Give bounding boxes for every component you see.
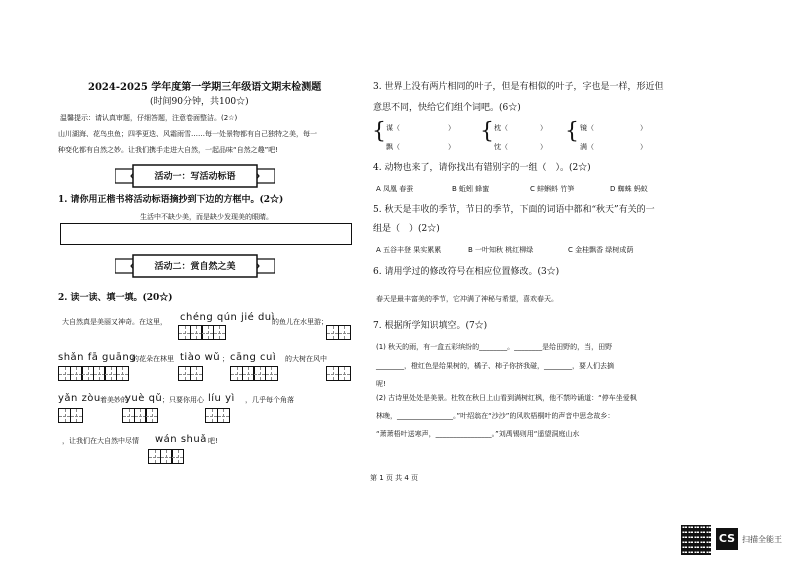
box-cangcui[interactable] (230, 366, 276, 381)
passage-line-2: 的花朵在林里 (132, 355, 174, 363)
box-shanfaguang[interactable] (58, 366, 127, 381)
brace-left-2: { (480, 119, 494, 144)
activity2-banner (115, 253, 275, 279)
activity2-banner-label: 活动二：赏自然之美 (154, 262, 236, 272)
activity1-banner-label: 活动一：写活动标语 (154, 172, 236, 182)
q5-option-c[interactable]: C 金桂飘香 绿树成荫 (568, 246, 634, 254)
paren-close: ） (640, 124, 647, 132)
activity1-banner (115, 163, 275, 189)
q7-part2-line3: “萧萧梧叶送寒声，________________。”刘禹锡则用“遥望洞庭山水 (376, 430, 580, 438)
q4-option-c[interactable]: C 蚌蝌蚪 竹笋 (530, 185, 575, 193)
box-yanzou[interactable] (58, 408, 81, 423)
question-2: 2. 读一读、填一填。(20☆) (58, 293, 173, 303)
intro-line-2: 种变化都有自然之妙。让我们携手走进大自然，一起品味“自然之趣”吧! (58, 146, 279, 154)
q4-option-a[interactable]: A 凤凰 春蚕 (376, 185, 414, 193)
watermark-text: 扫描全能王 (742, 535, 782, 544)
q6-sentence: 春天是最丰富美的季节，它冲满了神秘与希望，喜欢春天。 (376, 295, 558, 303)
box-wanshua[interactable] (148, 449, 183, 464)
char-piao: 飘（ (386, 143, 400, 151)
char-zhen: 枕（ (494, 124, 508, 132)
passage-line-2-tail: 的大树在风中 (285, 355, 327, 363)
qr-code-icon (681, 525, 711, 555)
question-7: 7. 根据所学知识填空。(7☆) (373, 321, 488, 331)
passage-line-1-tail: 的鱼儿在水里游； (272, 318, 328, 326)
q4-option-b[interactable]: B 蚯蚓 蜂蜜 (452, 185, 490, 193)
box-liuyi[interactable] (205, 408, 228, 423)
pinyin-cui: cuì (260, 352, 277, 363)
q7-part1-line2: ________，橙红色是给果树的，橘子、柿子你挤我碰，________，要人们去摘 (376, 362, 614, 370)
pinyin-tiaowu: tiào wǔ (180, 352, 221, 363)
char-man: 满（ (580, 143, 594, 151)
box-tiaowu[interactable] (178, 366, 201, 381)
exam-title: 2024-2025 学年度第一学期三年级语文期末检测题 (88, 82, 322, 93)
passage-line-1: 大自然真是美丽又神奇。在这里， (62, 318, 167, 326)
pinyin-shanfaguang: shǎn fā guāng (58, 352, 137, 363)
question-4: 4. 动物也来了，请你找出有错别字的一组（ ）。(2☆) (373, 163, 591, 173)
brace-left-1: { (372, 119, 386, 144)
box-chengqunjiedui[interactable] (178, 325, 224, 340)
paren-close: ） (448, 143, 455, 151)
question-6: 6. 请用学过的修改符号在相应位置修改。(3☆) (373, 267, 560, 277)
q5-option-a[interactable]: A 五谷丰登 果实累累 (376, 246, 442, 254)
pinyin-yuequ: yuè qǔ (125, 393, 163, 404)
question-5-line-2: 组是（ ）(2☆) (373, 224, 440, 234)
paren-close: ） (540, 143, 547, 151)
box-yuequ[interactable] (122, 408, 157, 423)
question-1: 1. 请你用正楷书将活动标语摘抄到下边的方框中。(2☆) (58, 195, 284, 205)
q7-part1-line1: (1) 秋天的雨，有一盒五彩缤纷的________。________是给田野的，当，田野 (376, 343, 613, 351)
intro-line-1: 山川湖海、花鸟虫鱼；四季更迭、风霜雨雪……每一处景物都有自己独特之美，每一 (58, 130, 317, 138)
paren-close: ） (540, 124, 547, 132)
question-3-line-2: 意思不同，快给它们组个词吧。(6☆) (373, 103, 521, 113)
pinyin-chengqunjiedui: chéng qún jié duì (180, 312, 275, 323)
page-number: 第 1 页 共 4 页 (370, 474, 419, 482)
passage-line-4: ，让我们在大自然中尽情 (62, 437, 139, 445)
q7-part1-line3: 呢! (376, 380, 386, 388)
paren-close: ） (448, 124, 455, 132)
slogan-text: 生活中不缺少美，而是缺少发现美的眼睛。 (140, 213, 273, 221)
pinyin-wanshua: wán shuǎ (155, 434, 207, 445)
q7-part2-line1: (2) 古诗里处处是美景。杜牧在秋日上山看到满树红枫，他不禁吟诵道：“停车坐爱枫 (376, 394, 637, 402)
question-5-line-1: 5. 秋天是丰收的季节，节日的季节，下面的词语中都和“秋天”有关的一 (373, 205, 655, 215)
question-3-line-1: 3. 世界上没有两片相同的叶子，但是有相似的叶子，字也是一样，形近但 (373, 82, 664, 92)
box-shan[interactable] (326, 325, 349, 340)
passage-line-2-sep: ； (222, 355, 229, 363)
pinyin-liuyi: líu yì (208, 393, 235, 404)
passage-line-3: 着美妙的 (100, 396, 128, 404)
char-mou: 谋（ (386, 124, 400, 132)
q7-part2-line2: 林晚，________________。”叶绍翁在“沙沙”的风吹梧桐叶的声音中思念故乡： (376, 412, 615, 420)
exam-tip: 温馨提示：请认真审题，仔细答题，注意卷面整洁。(2☆) (60, 114, 238, 122)
q4-option-d[interactable]: D 蜘蛛 蚂蚁 (610, 185, 648, 193)
passage-line-3-mid: ；只要你用心 (162, 396, 204, 404)
paren-close: ） (640, 143, 647, 151)
char-chen: 忱（ (494, 143, 508, 151)
char-jing: 镜（ (580, 124, 594, 132)
exam-subtitle: (时间90分钟，共100☆) (150, 97, 249, 107)
brace-left-3: { (565, 119, 579, 144)
camscanner-logo: CS (716, 528, 738, 550)
passage-line-3-tail: ，几乎每个角落 (245, 396, 294, 404)
pinyin-cang: cāng (230, 352, 257, 363)
pinyin-yanzou: yǎn zòu (58, 393, 101, 404)
slogan-answer-box[interactable] (60, 223, 352, 245)
box-line2-end[interactable] (326, 366, 349, 381)
q5-option-b[interactable]: B 一叶知秋 桃红柳绿 (468, 246, 534, 254)
passage-line-4-tail: 吧! (208, 437, 218, 445)
